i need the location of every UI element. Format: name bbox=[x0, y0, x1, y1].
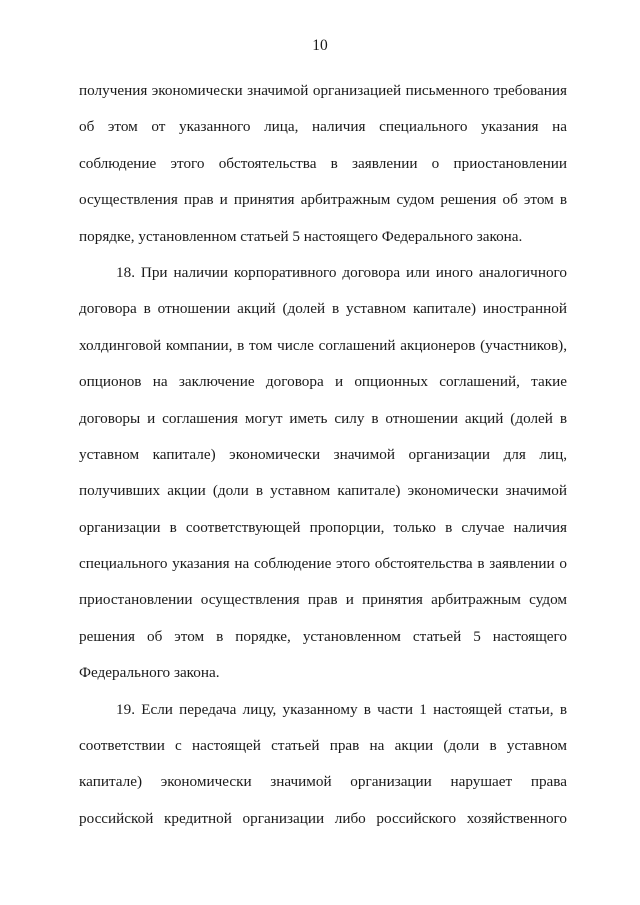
text-line: порядке, установленном статьей 5 настоящего Федерального закона. bbox=[79, 227, 523, 245]
text-line: об этом от указанного лица, наличия специального указания на bbox=[79, 118, 567, 136]
text-line: 18. При наличии корпоративного договора или иного аналогичного bbox=[116, 263, 567, 281]
text-line: приостановлении осуществления прав и принятия арбитражным судом bbox=[79, 591, 567, 609]
text-line: организации в соответствующей пропорции, только в случае наличия bbox=[79, 518, 567, 536]
document-body bbox=[79, 73, 567, 837]
text-line: капитале) экономически значимой организации нарушает права bbox=[79, 773, 567, 791]
text-line: российской кредитной организации либо российского хозяйственного bbox=[79, 809, 567, 827]
text-line: опционов на заключение договора и опционных соглашений, такие bbox=[79, 373, 567, 391]
paragraph-item-18 bbox=[79, 255, 567, 692]
text-line: решения об этом в порядке, установленном статьей 5 настоящего bbox=[79, 627, 567, 645]
text-line: получивших акции (доли в уставном капитале) экономически значимой bbox=[79, 482, 567, 500]
text-line: получения экономически значимой организацией письменного требования bbox=[79, 82, 567, 99]
text-line: соблюдение этого обстоятельства в заявлении о приостановлении bbox=[79, 154, 567, 172]
text-line: специального указания на соблюдение этого обстоятельства в заявлении о bbox=[79, 555, 567, 573]
text-line: договоры и соглашения могут иметь силу в отношении акций (долей в bbox=[79, 409, 567, 427]
text-line: Федерального закона. bbox=[79, 664, 220, 682]
text-line: уставном капитале) экономически значимой организации для лиц, bbox=[79, 445, 567, 463]
text-line: 19. Если передача лицу, указанному в части 1 настоящей статьи, в bbox=[116, 700, 567, 718]
page-number: 10 bbox=[312, 37, 328, 54]
paragraph-continuation bbox=[79, 73, 567, 255]
text-line: договора в отношении акций (долей в уставном капитале) иностранной bbox=[79, 300, 567, 318]
text-line: холдинговой компании, в том числе соглашений акционеров (участников), bbox=[79, 336, 567, 354]
paragraph-item-19 bbox=[79, 692, 567, 838]
text-line: соответствии с настоящей статьей прав на акции (доли в уставном bbox=[79, 737, 567, 755]
text-line: осуществления прав и принятия арбитражным судом решения об этом в bbox=[79, 191, 567, 209]
